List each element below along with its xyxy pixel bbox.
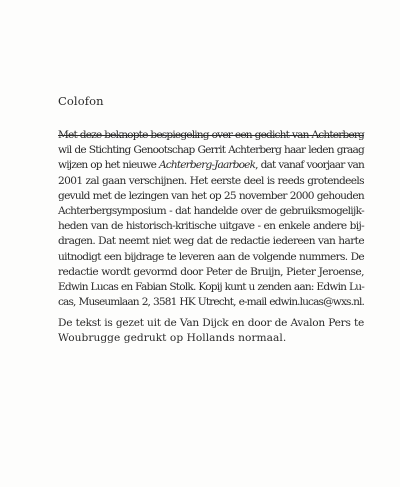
colofon-heading: Colofon xyxy=(58,94,104,108)
text-line xyxy=(58,280,364,295)
text-line xyxy=(58,174,364,189)
text-span: wijzen op het nieuwe xyxy=(58,159,159,172)
text-line xyxy=(58,295,364,310)
text-line xyxy=(58,234,364,249)
colofon-paragraph-1 xyxy=(58,128,364,310)
text-line xyxy=(58,143,364,158)
text-line xyxy=(58,250,364,265)
text-span: De tekst is gezet uit de Van Dijck en door de Avalon Pers te xyxy=(58,317,364,329)
text-span: 2001 zal gaan verschijnen. Het eerste deel is reeds grotendeels xyxy=(58,174,364,187)
text-line xyxy=(58,265,364,280)
text-span: Woubrugge gedrukt op Hollands normaal. xyxy=(58,332,287,345)
text-span: Met deze beknopte bespiegeling over een gedicht van Achterberg xyxy=(58,129,364,141)
text-span: redactie wordt gevormd door Peter de Bruijn, Pieter Jeroense, xyxy=(58,265,364,278)
text-span: gevuld met de lezingen van het op 25 november 2000 gehouden xyxy=(58,189,364,202)
text-span: Edwin Lucas en Fabian Stolk. Kopij kunt u zenden aan: Edwin Lu- xyxy=(58,281,364,294)
text-span: wil de Stichting Genootschap Gerrit Achterberg haar leden graag xyxy=(58,144,364,157)
text-line xyxy=(58,331,364,346)
text-span: dragen. Dat neemt niet weg dat de redactie iedereen van harte xyxy=(58,235,364,248)
text-span: heden van de historisch-kritische uitgave - en enkele andere bij- xyxy=(58,220,364,233)
text-span: , dat vanaf voorjaar van xyxy=(255,159,364,172)
text-line xyxy=(58,316,364,331)
text-line xyxy=(58,219,364,234)
book-title: Achterberg-Jaarboek xyxy=(158,159,256,172)
text-line xyxy=(58,189,364,204)
text-line xyxy=(58,204,364,219)
text-span: uitnodigt een bijdrage te leveren aan de volgende nummers. De xyxy=(58,250,364,263)
text-span: Achterbergsymposium - dat handelde over de gebruiksmogelijk- xyxy=(58,205,364,218)
colofon-paragraph-2 xyxy=(58,316,364,346)
text-line xyxy=(58,128,364,143)
text-line xyxy=(58,158,364,173)
text-span: cas, Museumlaan 2, 3581 HK Utrecht, e-mail edwin.lucas@wxs.nl. xyxy=(58,296,364,309)
